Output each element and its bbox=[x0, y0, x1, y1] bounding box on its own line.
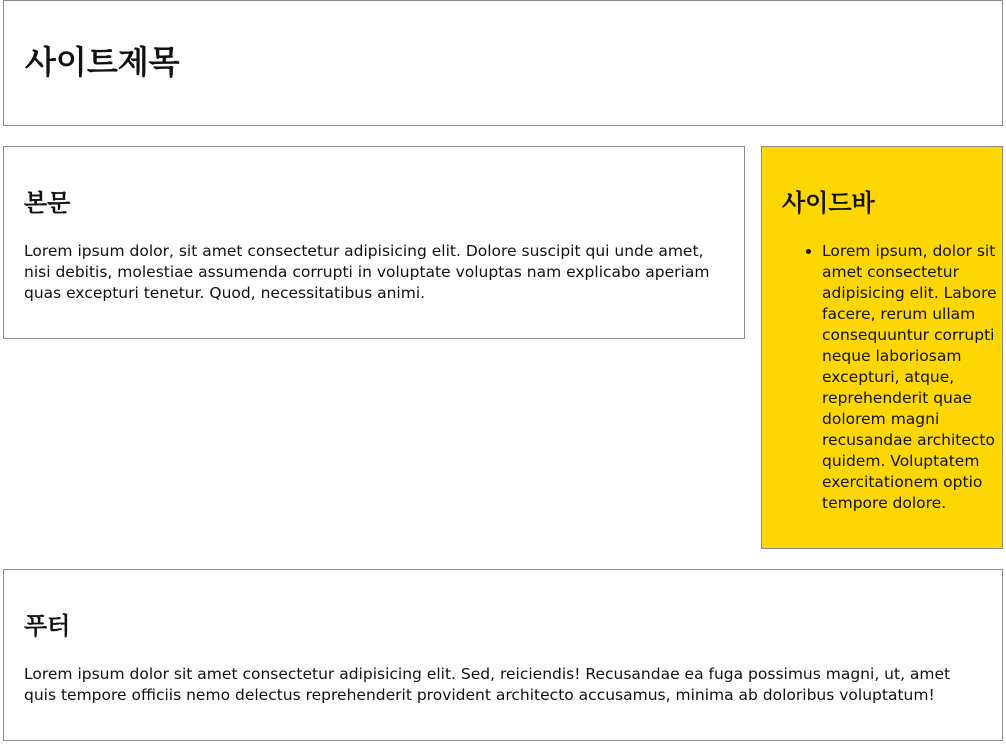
footer-title: 푸터 bbox=[24, 612, 71, 640]
sidebar-list-item: • Lorem ipsum, dolor sit amet consectetur adipisicing elit. Labore facere, rerum ullam consequuntur corrupti neque laboriosam excepturi, atque, reprehenderit quae dolorem magni recusandae architecto quidem. Voluptatem exercitationem optio tempore dolore. bbox=[822, 241, 1002, 514]
site-title: 사이트제목 bbox=[25, 43, 180, 81]
sidebar-list bbox=[782, 241, 1002, 514]
footer-text: Lorem ipsum dolor sit amet consectetur adipisicing elit. Sed, reiciendis! Recusandae ea fuga possimus magni, ut, amet quis tempore officiis nemo delectus reprehenderit provident architecto accusamus, minima ab doloribus voluptatum! bbox=[24, 665, 951, 704]
sidebar-title: 사이드바 bbox=[782, 189, 875, 217]
main-content bbox=[3, 146, 745, 339]
sidebar bbox=[761, 146, 1003, 549]
main-title: 본문 bbox=[24, 189, 71, 217]
main-text: Lorem ipsum dolor, sit amet consectetur adipisicing elit. Dolore suscipit qui unde amet, nisi debitis, molestiae assumenda corrupti in voluptate voluptas nam explicabo aperiam quas excepturi tenetur. Quod, necessitatibus animi. bbox=[24, 242, 710, 302]
site-header bbox=[3, 0, 1003, 126]
site-footer bbox=[3, 569, 1003, 741]
